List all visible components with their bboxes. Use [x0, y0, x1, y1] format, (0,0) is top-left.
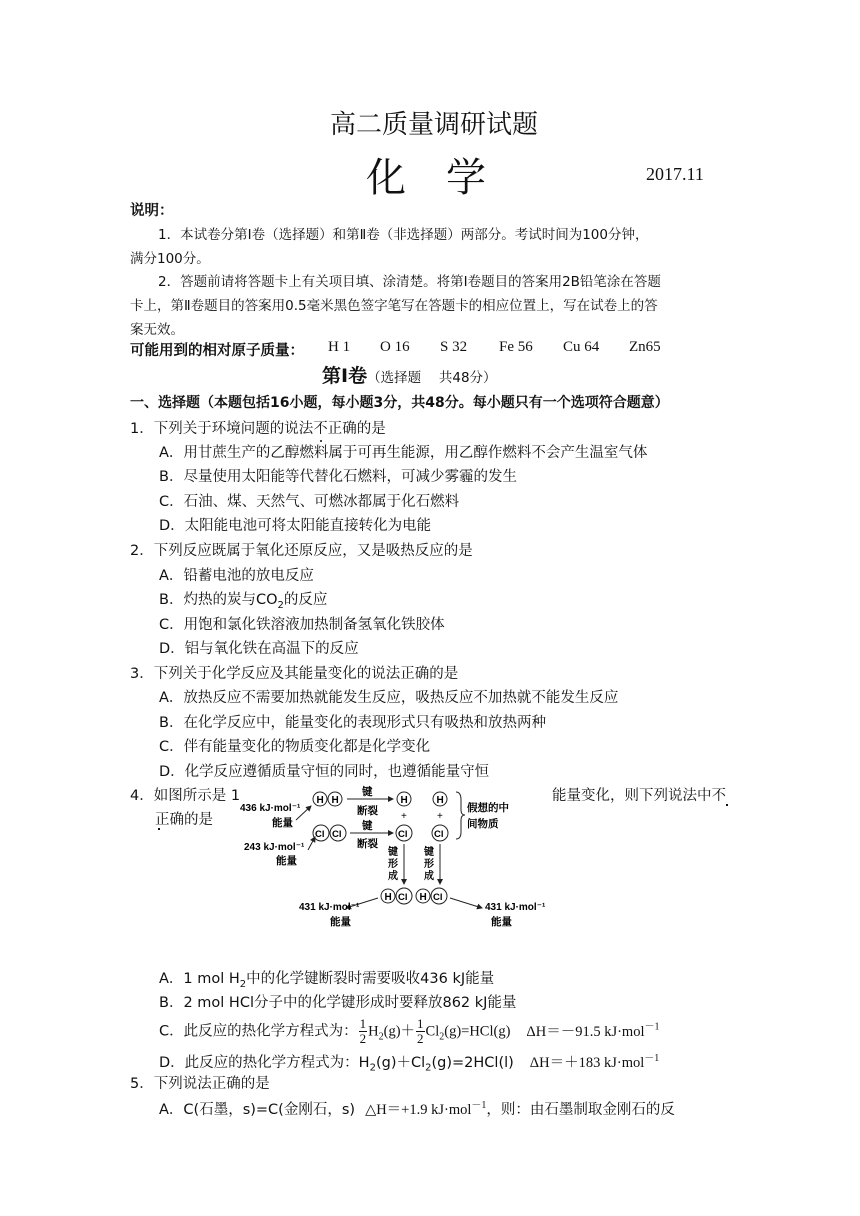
question-2-stem: 2．下列反应既属于氧化还原反应，又是吸热反应的是	[130, 543, 473, 559]
part-1-title	[322, 361, 497, 388]
energy-hcl-left-label: 能量	[330, 916, 351, 928]
hcl-2-cl-label: Cl	[433, 892, 443, 903]
atomic-mass-cu: Cu 64	[563, 339, 600, 355]
q2-option-d: D．铝与氧化铁在高温下的反应	[159, 641, 359, 657]
q4-a-text-b: 中的化学键断裂时需要吸收436 kJ能量	[246, 971, 495, 987]
bond-form-2b: 形	[424, 859, 434, 870]
q4-c-sup: －1	[644, 1021, 660, 1033]
energy-cl2-label: 能量	[276, 855, 297, 867]
atomic-mass-s: S 32	[440, 339, 468, 355]
q4-a-text-a: A．1 mol H	[159, 971, 240, 987]
q1-option-d: D．太阳能电池可将太阳能直接转化为电能	[159, 518, 432, 534]
atom-h-1-label: H	[316, 795, 324, 806]
bond-break-label-1b: 断裂	[357, 805, 378, 817]
atom-cl-free-label: Cl	[398, 829, 408, 840]
bond-form-2a: 键	[424, 847, 434, 858]
atom-h-2-label: H	[331, 795, 339, 806]
q4-d-sup: －1	[644, 1053, 660, 1064]
instruction-item-2-line1: 2．答题前请将答题卡上有关项目填、涂清楚。将第Ⅰ卷题目的答案用2B铅笔涂在答题	[158, 274, 661, 290]
bond-form-1a: 键	[388, 847, 398, 858]
bond-energy-diagram	[238, 784, 558, 934]
hcl-1-h-label: H	[384, 892, 392, 903]
bond-form-2c: 成	[424, 871, 434, 882]
q5-a-sup: －1	[471, 1100, 487, 1111]
q2-b-sub: 2	[277, 599, 284, 611]
question-1-stem	[130, 417, 386, 438]
q2-b-text-a: B．灼热的炭与CO	[159, 592, 278, 608]
q4-d-rest: (g)=2HCl(l)	[431, 1054, 514, 1071]
part-1-subtitle: （选择题 共48分）	[367, 370, 497, 386]
q5-a-text-a: A．C(石墨，s)=C(金刚石，s)	[159, 1101, 356, 1118]
atom-cl-free-2-label: Cl	[434, 829, 444, 840]
energy-hcl-right-label: 能量	[491, 916, 512, 928]
q4-c-h2-sub: 2	[378, 1031, 384, 1043]
plus-2: +	[437, 811, 443, 822]
q1-stem-a: 1．下列关于环境问题的说法	[130, 421, 314, 437]
instruction-item-2-line3: 案无效。	[130, 322, 184, 338]
q5-a-dh: △H＝+1.9 kJ·mol	[365, 1101, 472, 1118]
q4-c-h2-state: (g)＋	[383, 1023, 416, 1040]
energy-cl2-value: 243 kJ·mol⁻¹	[244, 842, 305, 853]
exam-title: 高二质量调研试题	[330, 110, 539, 140]
q3-option-d: D．化学反应遵循质量守恒的同时，也遵循能量守恒	[159, 764, 490, 780]
atomic-mass-fe: Fe 56	[499, 339, 533, 355]
exam-date: 2017.11	[646, 164, 704, 184]
subject-title: 化 学	[366, 155, 486, 201]
q4-c-fraction-1: $\frac{1}{2}$	[359, 1016, 367, 1046]
bond-break-label-2b: 断裂	[357, 838, 378, 850]
emphasis-dots	[155, 828, 165, 831]
q4-c-dh: ΔH＝－91.5 kJ·mol	[526, 1023, 645, 1040]
q4-option-c	[159, 1017, 659, 1046]
q3-option-c: C．伴有能量变化的物质变化都是化学变化	[159, 739, 431, 755]
atomic-mass-zn: Zn65	[629, 339, 661, 355]
energy-hcl-right-value: 431 kJ·mol⁻¹	[485, 902, 546, 913]
instruction-item-2-line2: 卡上，第Ⅱ卷题目的答案用0.5毫米黑色签字笔写在答题卡的相应位置上，写在试卷上的答	[130, 298, 658, 314]
q1-option-a: A．用甘蔗生产的乙醇燃料属于可再生能源，用乙醇作燃料不会产生温室气体	[159, 445, 648, 461]
bond-break-label-1a: 键	[362, 786, 373, 798]
q1-option-b: B．尽量使用太阳能等代替化石燃料，可减少雾霾的发生	[159, 469, 517, 485]
question-4-stem-left: 4．如图所示是 1	[130, 788, 241, 804]
atom-cl-2-label: Cl	[332, 829, 342, 840]
question-4-stem-right: 能量变化，则下列说法中不	[552, 788, 726, 804]
q2-option-b	[159, 588, 327, 611]
bond-break-label-2a: 键	[362, 820, 373, 832]
atomic-mass-label: 可能用到的相对原子质量：	[130, 343, 304, 359]
q4-d-dh: ΔH＝＋183 kJ·mol	[529, 1054, 645, 1071]
arrow-cl2-in	[308, 837, 315, 850]
atom-h-free-label: H	[400, 795, 408, 806]
q1-option-c: C．石油、煤、天然气、可燃冰都属于化石燃料	[159, 494, 460, 510]
atom-h-free-2-label: H	[436, 795, 444, 806]
imaginary-label-1: 假想的中	[467, 802, 509, 814]
question-4-stem-line2: 正确的是	[155, 812, 213, 828]
q4-option-b: B．2 mol HCl分子中的化学键形成时要释放862 kJ能量	[159, 995, 517, 1011]
q4-c-h2: H	[368, 1023, 379, 1040]
q4-option-d	[159, 1049, 659, 1074]
part-1-label: 第Ⅰ卷	[322, 365, 368, 387]
hcl-2-h-label: H	[419, 892, 427, 903]
emphasis-dot-right	[726, 804, 728, 806]
q1-stem-emphasis: 不	[313, 421, 328, 437]
instruction-item-1-line1: 1．本试卷分第Ⅰ卷（选择题）和第Ⅱ卷（非选择题）两部分。考试时间为100分钟，	[158, 227, 649, 243]
atom-cl-1-label: Cl	[315, 829, 325, 840]
q3-option-a: A．放热反应不需要加热就能发生反应，吸热反应不加热就不能发生反应	[159, 690, 619, 706]
q4-option-a	[159, 967, 494, 990]
q4-d-prefix: D．此反应的热化学方程式为：H	[159, 1054, 370, 1071]
energy-h2-value: 436 kJ·mol⁻¹	[240, 803, 301, 814]
q5-option-a	[159, 1096, 675, 1119]
q4-c-prefix: C．此反应的热化学方程式为：	[159, 1023, 358, 1040]
arrow-release-right	[450, 898, 482, 908]
instruction-item-1-line2: 满分100分。	[130, 251, 210, 267]
atomic-mass-h: H 1	[328, 339, 351, 355]
q3-option-b: B．在化学反应中，能量变化的表现形式只有吸热和放热两种	[159, 715, 546, 731]
energy-hcl-left-value: 431 kJ·mol⁻¹	[299, 902, 360, 913]
plus-1: +	[401, 811, 407, 822]
q4-a-sub: 2	[239, 978, 247, 990]
instructions-heading: 说明：	[130, 203, 174, 219]
q4-c-cl2-sub: 2	[439, 1031, 445, 1043]
brace	[456, 792, 465, 839]
q4-c-cl2: Cl	[425, 1023, 440, 1040]
q2-b-text-b: 的反应	[283, 592, 328, 608]
q4-d-sub1: 2	[369, 1062, 376, 1074]
atomic-mass-o: O 16	[380, 339, 410, 355]
q2-option-a: A．铅蓄电池的放电反应	[159, 568, 314, 584]
q1-stem-b: 正确的是	[327, 421, 386, 437]
q2-option-c: C．用饱和氯化铁溶液加热制备氢氧化铁胶体	[159, 617, 445, 633]
q4-c-fraction-2: $\frac{1}{2}$	[417, 1016, 424, 1046]
question-5-stem: 5．下列说法正确的是	[130, 1076, 270, 1092]
bond-form-1c: 成	[388, 871, 398, 882]
imaginary-label-2: 间物质	[467, 818, 499, 830]
hcl-1-cl-label: Cl	[398, 892, 408, 903]
bond-form-1b: 形	[388, 859, 398, 870]
section-1-heading: 一、选择题（本题包括16小题，每小题3分，共48分。每小题只有一个选项符合题意）	[130, 395, 669, 411]
energy-h2-label: 能量	[272, 817, 293, 829]
q5-a-text-b: ，则：由石墨制取金刚石的反	[486, 1101, 675, 1118]
question-3-stem: 3．下列关于化学反应及其能量变化的说法正确的是	[130, 666, 459, 682]
q4-d-mid: (g)＋Cl	[375, 1054, 426, 1071]
q4-d-sub2: 2	[425, 1062, 432, 1074]
q4-c-rest: (g)=HCl(g)	[444, 1023, 511, 1040]
